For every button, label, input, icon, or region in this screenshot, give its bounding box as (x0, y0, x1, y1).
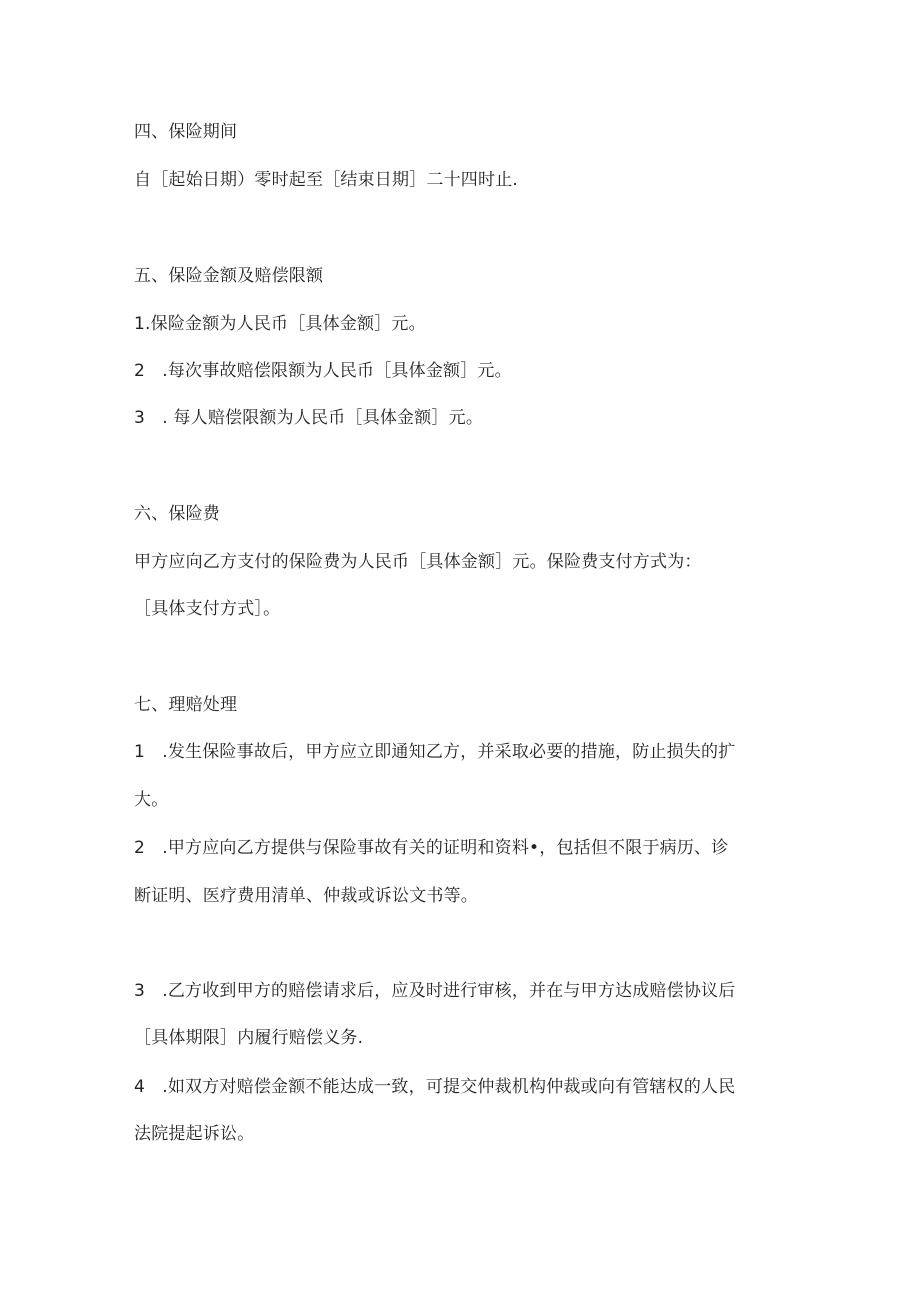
section-7-item-2-line-2: 断证明、医疗费用清单、仲裁或诉讼文书等。 (134, 886, 478, 906)
section-7-item-4-line-1: 4 .如双方对赔偿金额不能达成一致，可提交仲裁机构仲裁或向有管辖权的人民 (134, 1077, 736, 1097)
section-7-item-3-line-1: 3 .乙方收到甲方的赔偿请求后，应及时进行审核，并在与甲方达成赔偿协议后 (134, 981, 736, 1001)
section-5-item-2: 2 .每次事故赔偿限额为人民币［具体金额］元。 (134, 361, 512, 381)
section-6-heading: 六、保险费 (134, 504, 220, 524)
section-6-text-line-2: ［具体支付方式］。 (134, 599, 281, 619)
section-7-item-1-line-1: 1 .发生保险事故后，甲方应立即通知乙方，并采取必要的措施，防止损失的扩 (134, 742, 736, 762)
section-7-item-3-line-2: ［具体期限］内履行赔偿义务. (134, 1028, 364, 1048)
section-7-item-1-line-2: 大。 (134, 790, 169, 810)
section-5-heading: 五、保险金额及赔偿限额 (134, 266, 324, 286)
section-7-item-2-line-1: 2 .甲方应向乙方提供与保险事故有关的证明和资料•，包括但不限于病历、诊 (134, 838, 729, 858)
section-4-text: 自［起始日期）零时起至［结束日期］二十四时止. (134, 170, 519, 190)
section-7-heading: 七、理赔处理 (134, 695, 238, 715)
section-4-heading: 四、保险期间 (134, 122, 238, 142)
section-6-text-line-1: 甲方应向乙方支付的保险费为人民币［具体金额］元。保险费支付方式为： (134, 552, 702, 572)
section-7-item-4-line-2: 法院提起诉讼。 (134, 1124, 255, 1144)
section-5-item-3: 3 . 每人赔偿限额为人民币［具体金额］元。 (134, 408, 484, 428)
section-5-item-1: 1.保险金额为人民币［具体金额］元。 (134, 314, 426, 334)
